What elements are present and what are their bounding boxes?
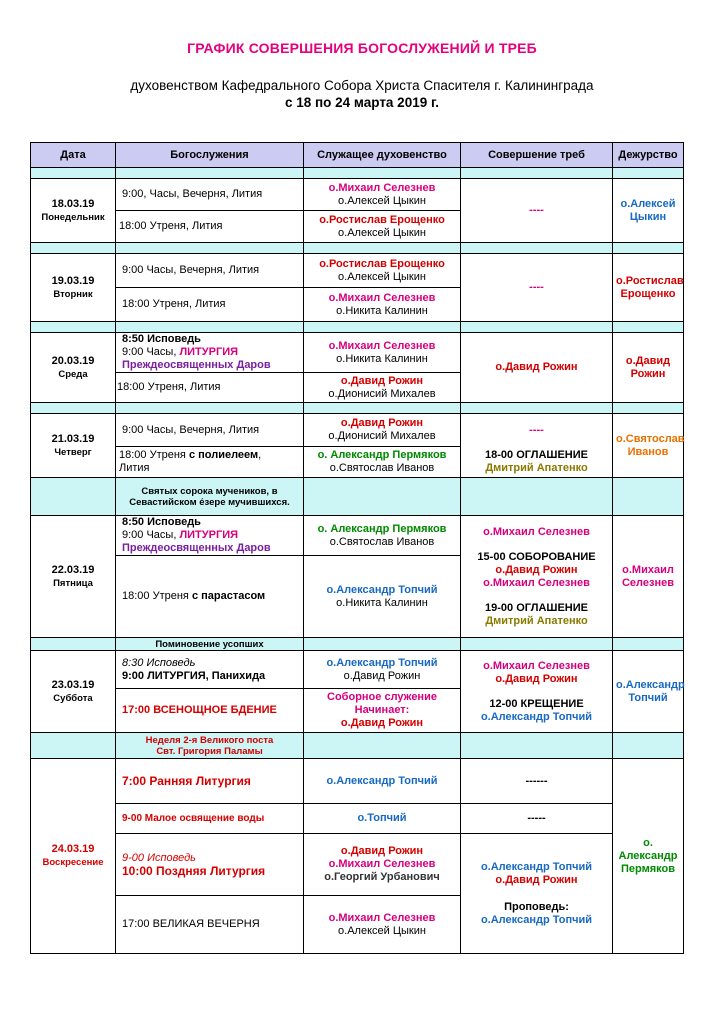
clergy-cell	[304, 896, 461, 954]
clergy-cell	[304, 373, 461, 403]
service-line: Преждеосвященных Даров	[122, 359, 271, 371]
col-header-date: Дата	[31, 143, 116, 168]
weekday-text: Пятница	[53, 577, 93, 589]
table-row	[31, 179, 684, 211]
col-header-clergy: Служащее духовенство	[304, 143, 461, 168]
date-cell	[31, 254, 116, 322]
date-text: 22.03.19	[51, 563, 95, 576]
service-cell: 9:00, Часы, Вечерня, Лития	[116, 179, 304, 211]
feast-note: Поминовение усопших	[116, 638, 304, 651]
clergy-name: о.Михаил Селезнев	[328, 339, 436, 352]
clergy-name: о.Дионисий Михалев	[328, 387, 436, 400]
clergy-name: о.Никита Калинин	[336, 596, 428, 609]
weekday-text: Понедельник	[41, 211, 105, 223]
duty-cell: о.Ростислав Ерощенко	[613, 254, 684, 322]
rites-cell: ----	[461, 179, 613, 243]
clergy-name: о. Александр Пермяков	[317, 449, 447, 461]
clergy-name: о.Давид Рожин	[340, 417, 424, 429]
date-text: 19.03.19	[51, 274, 95, 287]
service-text: 9:00 Часы,	[122, 346, 180, 358]
rites-cell	[461, 447, 613, 478]
rite-text: о.Александр Топчий	[480, 913, 593, 926]
separator-row	[31, 243, 684, 254]
service-line: 9:00 ЛИТУРГИЯ, Панихида	[122, 669, 266, 682]
table-row	[31, 651, 684, 689]
date-text: 23.03.19	[51, 678, 95, 691]
weekday-text: Суббота	[53, 692, 93, 704]
separator-row	[31, 168, 684, 179]
date-cell	[31, 516, 116, 638]
rite-text: Дмитрий Апатенко	[485, 461, 588, 474]
duty-cell: о.Давид Рожин	[613, 333, 684, 403]
rite-text: о.Михаил Селезнев	[483, 659, 590, 672]
rites-cell: ----	[461, 254, 613, 322]
date-cell	[31, 179, 116, 243]
clergy-name: о.Георгий Урбанович	[324, 871, 440, 883]
rite-text: о.Давид Рожин	[495, 672, 578, 685]
date-cell	[31, 759, 116, 954]
separator-row	[31, 322, 684, 333]
rite-text: 15-00 СОБОРОВАНИЕ	[477, 550, 596, 563]
clergy-name: о.Святослав Иванов	[329, 462, 435, 474]
rite-text: Проповедь:	[504, 900, 569, 913]
clergy-cell: о.Топчий	[304, 804, 461, 834]
clergy-name: о.Никита Калинин	[336, 304, 428, 317]
clergy-name: о.Алексей Цыкин	[338, 924, 426, 937]
service-cell: 7:00 Ранняя Литургия	[116, 759, 304, 804]
feast-note-line: Свт. Григория Паламы	[156, 745, 263, 757]
page-subtitle: духовенством Кафедрального Собора Христа Спасителя г. Калининграда	[130, 78, 594, 93]
duty-cell: о. Александр Пермяков	[613, 759, 684, 954]
col-header-services: Богослужения	[116, 143, 304, 168]
date-text: 20.03.19	[51, 354, 95, 367]
table-row	[31, 804, 684, 834]
rite-text: о.Михаил Селезнев	[483, 576, 590, 589]
service-line	[119, 449, 300, 462]
clergy-cell	[304, 689, 461, 733]
clergy-cell	[304, 288, 461, 322]
rites-cell: о.Давид Рожин	[461, 333, 613, 403]
clergy-cell	[304, 447, 461, 478]
duty-cell: о.Александр Топчий	[613, 651, 684, 733]
clergy-note: Соборное служение	[327, 691, 437, 703]
rite-text: 19-00 ОГЛАШЕНИЕ	[485, 601, 588, 614]
table-row	[31, 447, 684, 478]
rites-cell	[461, 651, 613, 733]
separator-row	[31, 478, 684, 516]
service-text: ,	[258, 449, 262, 461]
table-row	[31, 834, 684, 896]
date-cell	[31, 333, 116, 403]
clergy-name: о.Михаил Селезнев	[328, 291, 436, 304]
service-cell: 18:00 Утреня, Лития	[116, 211, 304, 243]
date-cell	[31, 414, 116, 478]
col-header-rites: Совершение треб	[461, 143, 613, 168]
service-cell	[116, 834, 304, 896]
date-text: 18.03.19	[51, 197, 95, 210]
service-cell	[116, 556, 304, 638]
service-cell	[116, 651, 304, 689]
clergy-cell	[304, 556, 461, 638]
rite-text: Дмитрий Апатенко	[485, 614, 588, 627]
service-cell	[116, 516, 304, 556]
service-line: Лития	[119, 462, 150, 474]
clergy-cell	[304, 414, 461, 447]
service-cell	[116, 333, 304, 373]
rite-text: 18-00 ОГЛАШЕНИЕ	[485, 448, 588, 461]
clergy-name: о.Давид Рожин	[343, 669, 421, 682]
service-line: 8:50 Исповедь	[122, 516, 201, 528]
duty-cell: о.Алексей Цыкин	[613, 179, 684, 243]
clergy-name: о.Святослав Иванов	[329, 535, 435, 548]
service-text: 18:00 Утреня	[119, 449, 189, 461]
rite-text: о.Давид Рожин	[495, 873, 578, 886]
feast-note: Святых сорока мучеников, в Севастийском е́зере мучившихся.	[116, 478, 304, 516]
weekday-text: Четверг	[54, 446, 92, 458]
clergy-name: о.Ростислав Ерощенко	[319, 213, 445, 226]
rites-cell: ----	[461, 414, 613, 447]
date-cell	[31, 651, 116, 733]
clergy-name: о. Александр Пермяков	[317, 522, 447, 535]
clergy-cell	[304, 516, 461, 556]
separator-row	[31, 638, 684, 651]
separator-row	[31, 733, 684, 759]
rite-text: о.Михаил Селезнев	[483, 525, 590, 538]
clergy-note: Начинает:	[354, 704, 410, 716]
clergy-name: о.Александр Топчий	[326, 656, 438, 669]
clergy-cell	[304, 333, 461, 373]
clergy-cell	[304, 834, 461, 896]
clergy-name: о.Давид Рожин	[340, 845, 424, 857]
date-text: 24.03.19	[51, 843, 95, 855]
table-row	[31, 333, 684, 373]
rite-text: 12-00 КРЕЩЕНИЕ	[489, 697, 584, 710]
date-range: с 18 по 24 марта 2019 г.	[284, 95, 439, 110]
rite-text: о.Александр Топчий	[480, 860, 593, 873]
table-row	[31, 414, 684, 447]
rite-text: о.Давид Рожин	[495, 563, 578, 576]
service-line	[122, 529, 300, 542]
clergy-name: о.Давид Рожин	[340, 717, 424, 729]
clergy-name: о.Алексей Цыкин	[338, 194, 426, 207]
clergy-name: о.Михаил Селезнев	[328, 911, 436, 924]
feast-note	[116, 733, 304, 759]
service-cell: 18:00 Утреня, Лития	[116, 288, 304, 322]
service-text: 18:00 Утреня	[122, 590, 192, 602]
clergy-name: о.Алексей Цыкин	[338, 270, 426, 283]
rites-cell	[461, 516, 613, 638]
service-line: 8:50 Исповедь	[122, 333, 201, 345]
clergy-cell	[304, 254, 461, 288]
service-cell: 17:00 ВСЕНОЩНОЕ БДЕНИЕ	[116, 689, 304, 733]
rites-cell	[461, 834, 613, 954]
duty-cell: о.Святослав Иванов	[613, 414, 684, 478]
table-header-row	[31, 143, 684, 168]
service-text: с полиелеем	[188, 449, 259, 461]
rites-cell: ------	[461, 759, 613, 804]
service-cell: 9:00 Часы, Вечерня, Лития	[116, 414, 304, 447]
col-header-duty: Дежурство	[613, 143, 684, 168]
schedule-table	[30, 142, 684, 954]
clergy-name: о.Алексей Цыкин	[338, 226, 426, 239]
weekday-text: Среда	[58, 368, 88, 380]
duty-cell: о.Михаил Селезнев	[613, 516, 684, 638]
service-cell: 9:00 Часы, Вечерня, Лития	[116, 254, 304, 288]
weekday-text: Воскресение	[42, 857, 104, 868]
clergy-cell	[304, 179, 461, 211]
table-row	[31, 759, 684, 804]
service-line: 8:30 Исповедь	[122, 656, 196, 669]
weekday-text: Вторник	[53, 288, 93, 300]
clergy-cell	[304, 651, 461, 689]
clergy-name: о.Михаил Селезнев	[328, 858, 436, 870]
service-text: ЛИТУРГИЯ	[179, 529, 239, 541]
feast-note-line: Неделя 2-я Великого поста	[145, 734, 274, 746]
separator-row	[31, 403, 684, 414]
service-line: 9-00 Исповедь	[122, 851, 196, 864]
service-text: 9:00 Часы,	[122, 529, 180, 541]
service-line: 10:00 Поздняя Литургия	[122, 863, 266, 878]
service-cell: 18:00 Утреня, Лития	[116, 373, 304, 403]
service-text: с парастасом	[191, 590, 266, 602]
service-line: Преждеосвященных Даров	[122, 542, 271, 554]
service-cell: 17:00 ВЕЛИКАЯ ВЕЧЕРНЯ	[116, 896, 304, 954]
service-line	[122, 346, 300, 359]
clergy-cell	[304, 211, 461, 243]
clergy-cell: о.Александр Топчий	[304, 759, 461, 804]
page-title: ГРАФИК СОВЕРШЕНИЯ БОГОСЛУЖЕНИЙ И ТРЕБ	[187, 40, 537, 56]
rite-text: о.Александр Топчий	[480, 710, 593, 723]
clergy-name: о.Никита Калинин	[336, 352, 428, 365]
table-row	[31, 254, 684, 288]
clergy-name: о.Александр Топчий	[326, 583, 438, 596]
rites-cell: -----	[461, 804, 613, 834]
table-row	[31, 516, 684, 556]
clergy-name: о.Ростислав Ерощенко	[319, 257, 445, 270]
clergy-name: о.Дионисий Михалев	[328, 430, 436, 442]
date-text: 21.03.19	[51, 432, 95, 445]
service-text: ЛИТУРГИЯ	[179, 346, 239, 358]
service-cell	[116, 447, 304, 478]
clergy-name: о.Давид Рожин	[340, 374, 424, 387]
service-cell: 9-00 Малое освящение воды	[116, 804, 304, 834]
clergy-name: о.Михаил Селезнев	[328, 181, 436, 194]
